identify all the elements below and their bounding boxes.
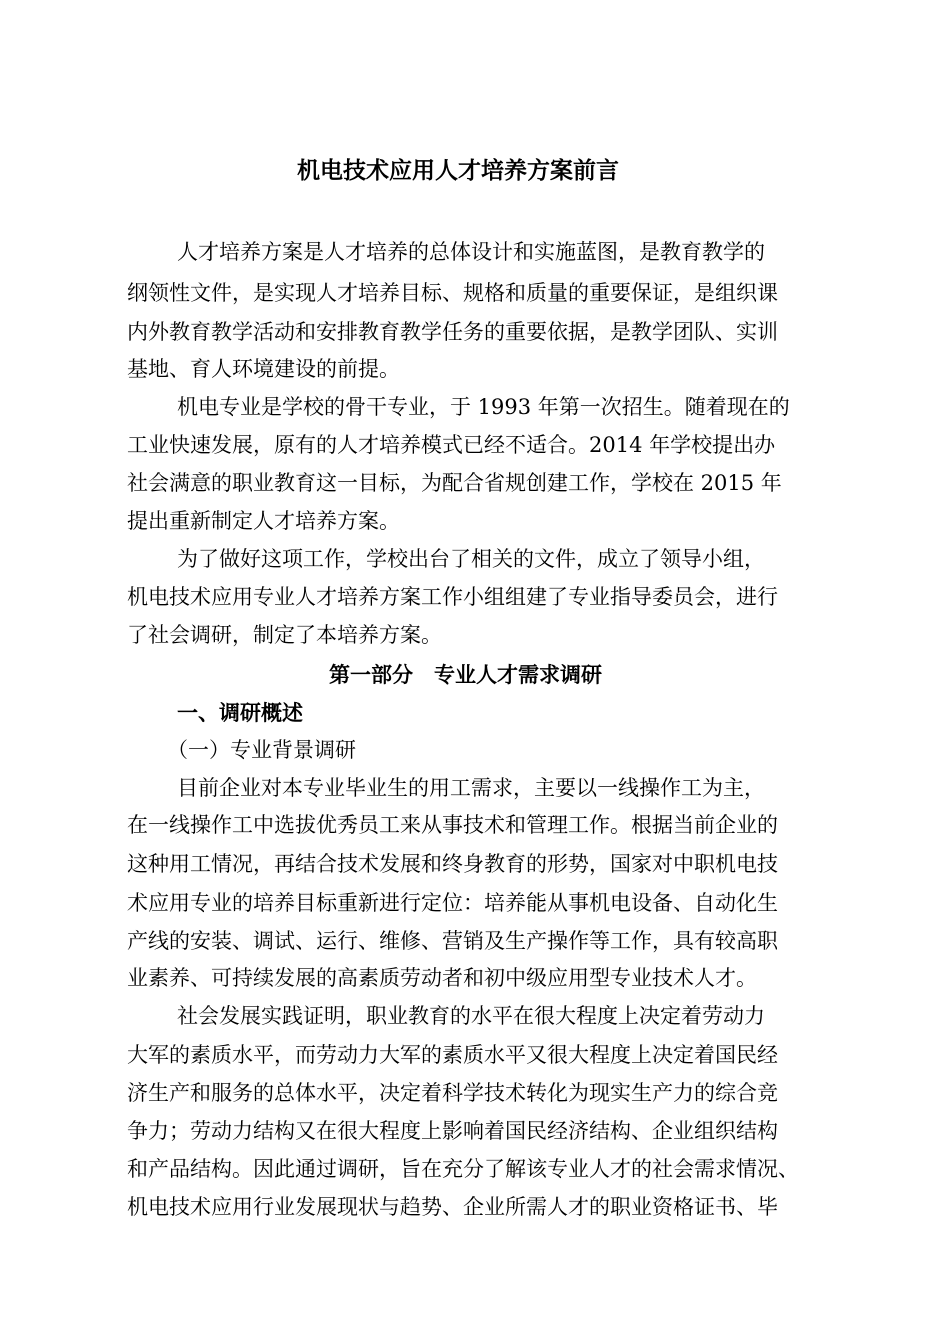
body-p1-line-3: 这种用工情况，再结合技术发展和终身教育的形势，国家对中职机电技 — [127, 852, 778, 876]
body-p1-line-2: 在一线操作工中选拔优秀员工来从事技术和管理工作。根据当前企业的 — [127, 813, 778, 837]
part-heading: 第一部分 专业人才需求调研 — [329, 662, 602, 687]
body-p1-line-6: 业素养、可持续发展的高素质劳动者和初中级应用型专业技术人才。 — [127, 966, 757, 990]
intro-p2-line-2: 工业快速发展，原有的人才培养模式已经不适合。2014 年学校提出办 — [127, 433, 776, 457]
intro-p3-line-3: 了社会调研，制定了本培养方案。 — [127, 623, 442, 647]
body-p1-line-5: 产线的安装、调试、运行、维修、营销及生产操作等工作，具有较高职 — [127, 929, 778, 953]
intro-p3-line-1: 为了做好这项工作，学校出台了相关的文件，成立了领导小组， — [177, 547, 765, 571]
intro-p1-line-4: 基地、育人环境建设的前提。 — [127, 357, 400, 381]
intro-p2-line-1: 机电专业是学校的骨干专业，于 1993 年第一次招生。随着现在的 — [177, 395, 790, 419]
section-heading: 一、调研概述 — [177, 700, 303, 725]
intro-p2-line-3: 社会满意的职业教育这一目标，为配合省规创建工作，学校在 2015 年 — [127, 471, 782, 495]
subsection-heading: （一）专业背景调研 — [167, 738, 356, 762]
body-p2-line-6: 机电技术应用行业发展现状与趋势、企业所需人才的职业资格证书、毕 — [127, 1195, 778, 1219]
intro-p1-line-2: 纲领性文件，是实现人才培养目标、规格和质量的重要保证，是组织课 — [127, 281, 778, 305]
body-p1-line-4: 术应用专业的培养目标重新进行定位：培养能从事机电设备、自动化生 — [127, 891, 778, 915]
intro-p2-line-4: 提出重新制定人才培养方案。 — [127, 509, 400, 533]
body-p2-line-5: 和产品结构。因此通过调研，旨在充分了解该专业人才的社会需求情况、 — [127, 1157, 799, 1181]
intro-p1-line-1: 人才培养方案是人才培养的总体设计和实施蓝图，是教育教学的 — [177, 240, 765, 264]
body-p2-line-1: 社会发展实践证明，职业教育的水平在很大程度上决定着劳动力 — [177, 1004, 765, 1028]
intro-p1-line-3: 内外教育教学活动和安排教育教学任务的重要依据，是教学团队、实训 — [127, 320, 778, 344]
body-p2-line-2: 大军的素质水平，而劳动力大军的素质水平又很大程度上决定着国民经 — [127, 1043, 778, 1067]
document-title: 机电技术应用人才培养方案前言 — [297, 157, 619, 184]
body-p2-line-3: 济生产和服务的总体水平，决定着科学技术转化为现实生产力的综合竞 — [127, 1081, 778, 1105]
body-p1-line-1: 目前企业对本专业毕业生的用工需求，主要以一线操作工为主， — [177, 776, 765, 800]
intro-p3-line-2: 机电技术应用专业人才培养方案工作小组组建了专业指导委员会，进行 — [127, 585, 778, 609]
body-p2-line-4: 争力；劳动力结构又在很大程度上影响着国民经济结构、企业组织结构 — [127, 1119, 778, 1143]
